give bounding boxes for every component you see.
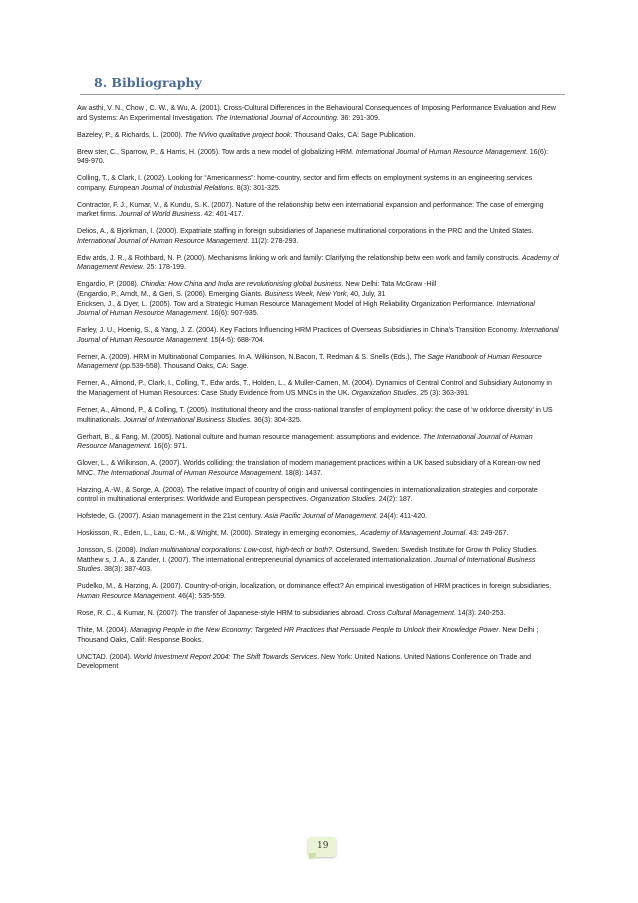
reference-source-title: The NVivo qualitative project book xyxy=(184,130,291,139)
reference-entry xyxy=(77,227,559,246)
reference-details: . 16(6): 907-935. xyxy=(206,309,259,318)
reference-entry xyxy=(77,290,559,300)
reference-details: . 36(3): 304-325. xyxy=(250,415,302,424)
reference-details: . New Delhi ; Thousand Oaks, Calif: Response Books. xyxy=(77,625,539,644)
reference-source-title: Business Week, New York xyxy=(264,290,347,299)
reference-text: Contractor, F. J., Kumar, V., & Kundu, S. K. (2007). Nature of the relationship betw een international expansion and performance: The case of emerging market firms. xyxy=(77,200,544,219)
reference-entry xyxy=(77,254,559,273)
reference-source-title: Journal of International Business Studies xyxy=(77,555,536,574)
reference-details: . 38(3): 387-403. xyxy=(100,565,152,574)
reference-source-title: Organization Studies xyxy=(310,495,375,504)
reference-source-title: Journal of World Business xyxy=(119,210,201,219)
reference-details: . 24(2): 187. xyxy=(374,495,413,504)
reference-details: , 40, July, 31 xyxy=(346,290,386,299)
reference-entry xyxy=(77,459,559,478)
reference-text: UNCTAD. (2004). xyxy=(77,652,134,661)
reference-text: Brew ster, C., Sparrow, P., & Harris, H. (2005). Tow ards a new model of globalizing HRM. xyxy=(77,147,356,156)
reference-source-title: Asia Pacific Journal of Management xyxy=(264,512,376,521)
reference-text: Jonsson, S. (2008). xyxy=(77,546,140,555)
reference-text: Ericksen, J., & Dyer, L. (2005). Tow ard a Strategic Human Resource Management Model of High Reliability Organization Performance. xyxy=(77,299,497,308)
reference-source-title: Human Resource Management xyxy=(77,592,175,600)
reference-entry xyxy=(77,433,559,452)
reference-entry xyxy=(77,201,559,220)
reference-entry xyxy=(77,653,559,672)
reference-text: Gerhart, B., & Fang, M. (2005). National culture and human resource management: assumptions and evidence. xyxy=(77,432,424,441)
reference-text: Pudelko, M., & Harzing, A. (2007). Country-of-origin, localization, or dominance effect? An empirical investigation of HRM practices in foreign subsidiaries. xyxy=(77,582,552,591)
reference-details: . 42: 401-417. xyxy=(200,210,244,219)
reference-entry xyxy=(77,379,559,398)
page-number-badge xyxy=(308,837,336,857)
reference-details: . 24(4): 411-420. xyxy=(375,512,427,521)
reference-details: . 43: 249-267. xyxy=(465,529,509,538)
reference-entry xyxy=(77,131,559,141)
reference-source-title: The International Journal of Human Resource Management xyxy=(77,432,533,451)
reference-text: Colling, T., & Clark, I. (2002). Looking for “Americanness”: home-country, sector and firm effects on employment systems in an engineering services company. xyxy=(77,174,533,192)
reference-details: . 16(6): 971. xyxy=(149,442,188,451)
reference-entry xyxy=(77,512,559,522)
reference-source-title: The International Journal of Accounting xyxy=(215,113,337,122)
reference-source-title: World Investment Report 2004: The Shift Towards Services xyxy=(133,652,318,661)
reference-source-title: Chindia: How China and India are revolutionising global business xyxy=(140,280,342,289)
reference-text: Aw asthi, V. N., Chow , C. W., & Wu, A. (2001). Cross-Cultural Differences in the Behavioural Consequences of Imposing Performance Evaluation and Rew ard Systems: An Experimental Investigation. xyxy=(77,104,556,122)
reference-details: . 36: 291-309. xyxy=(336,113,380,122)
reference-details: . New Delhi: Tata McGraw -Hill xyxy=(341,280,437,289)
reference-details: (pp.539-558). Thousand Oaks, CA: Sage. xyxy=(117,362,249,371)
reference-source-title: Journal of International Business Studies xyxy=(123,415,251,424)
reference-text: Glover, L., & Wilkinson, A. (2007). Worlds colliding: the translation of modern management practices within a UK based subsidiary of a Korean-ow ned MNC. xyxy=(77,459,541,477)
reference-source-title: Academy of Management Review xyxy=(77,253,559,272)
reference-text: Matthew s, J. A., & Zander, I. (2007). The international entrepreneurial dynamics of accelerated internationalization. xyxy=(77,555,435,564)
reference-source-title: Indian multinational corporations: Low-cost, high-tech or both? xyxy=(139,546,332,555)
reference-details: . 16(6): 949-970. xyxy=(77,147,549,166)
reference-entry xyxy=(77,546,559,556)
reference-entry xyxy=(77,486,559,505)
reference-entry xyxy=(77,174,559,193)
reference-entry xyxy=(77,529,559,539)
reference-text: Edw ards, J. R., & Rothbard, N. P. (2000). Mechanisms linking w ork and family: Clarifying the relationship betw een work and family constructs. xyxy=(77,253,522,262)
reference-entry xyxy=(77,582,559,601)
reference-text: Ferner, A. (2009). HRM in Multinational Companies. In A. Wilkinson, N.Bacon, T. Redman & S. Snells (Eds.), xyxy=(77,352,414,361)
reference-text: Engardio, P. (2008). xyxy=(77,280,141,289)
reference-text: (Engardio, P., Arndt, M., & Geri, S. (2006). Emerging Giants. xyxy=(77,290,265,299)
reference-details: . 8(3): 301-325. xyxy=(232,183,281,192)
reference-entry xyxy=(77,148,559,167)
reference-text: Hoskisson, R., Eden, L., Lau, C.-M., & Wright, M. (2000). Strategy in emerging economies,. xyxy=(77,529,361,538)
reference-text: Harzing, A.-W., & Sorge, A. (2003). The relative impact of country of origin and universal contingencies in internationalization strategies and corporate control in multinational enterprises: Worldwide and European perspectives. xyxy=(77,485,538,504)
reference-text: Thite, M. (2004). xyxy=(77,625,131,634)
reference-details: . Ostersund, Sweden: Swedish Institute for Grow th Policy Studies. xyxy=(331,546,538,555)
reference-entry xyxy=(77,353,559,372)
reference-entry xyxy=(77,300,559,319)
reference-details: . 18(8): 1437. xyxy=(281,468,323,477)
reference-source-title: International Journal of Human Resource Management xyxy=(77,326,559,344)
reference-text: Ferner, A., Almond, P., & Colling, T. (2005). Institutional theory and the cross-national transfer of employment policy: the case of ‘w orkforce diversity’ in US multinationals. xyxy=(77,405,553,424)
reference-details: . 11(2): 278-293. xyxy=(247,236,299,245)
reference-details: . 25 (3): 363-391. xyxy=(416,388,470,397)
reference-text: Ferner, A., Almond, P., Clark, I., Colling, T., Edw ards, T., Holden, L., & Muller-Camen, M. (2004). Dynamics of Central Control and Subsidiary Autonomy in the Management of Human Resources: Case Study Evidence from US MNCs in the UK. xyxy=(77,379,552,397)
reference-details: . Thousand Oaks, CA: Sage Publication. xyxy=(290,130,416,139)
reference-text: Hofstede, G. (2007). Asian management in the 21st century. xyxy=(77,512,265,521)
reference-text: Bazeley, P., & Richards, L. (2000). xyxy=(77,130,185,139)
reference-details: . New York: United Nations. United Nations Conference on Trade and Development xyxy=(77,652,532,671)
reference-entry xyxy=(77,104,559,123)
reference-details: . 15(4-5): 688-704. xyxy=(206,335,265,344)
reference-text: Delios, A., & Bjorkman, I. (2000). Expatriate staffing in foreign subsidiaries of Japanese multinational corporations in the PRC and the United States. xyxy=(77,227,534,236)
reference-details: . 14(3): 240-253. xyxy=(453,608,506,617)
reference-entry xyxy=(77,280,559,290)
reference-source-title: Cross Cultural Management xyxy=(366,608,454,617)
reference-source-title: International Journal of Human Resource Management xyxy=(77,236,248,245)
reference-entry xyxy=(77,406,559,425)
reference-source-title: Managing People in the New Economy: Targeted HR Practices that Persuade People to Unlock their Knowledge Power xyxy=(130,625,499,634)
reference-details: . 25: 178-199. xyxy=(142,263,186,272)
reference-source-title: International Journal of Human Resource Management xyxy=(77,299,535,318)
reference-source-title: International Journal of Human Resource Management xyxy=(355,147,526,156)
reference-list xyxy=(77,104,559,679)
reference-source-title: The Sage Handbook of Human Resource Management xyxy=(77,352,542,371)
reference-entry xyxy=(77,556,559,575)
reference-source-title: Academy of Management Journal xyxy=(360,529,466,538)
reference-source-title: Organization Studies xyxy=(351,388,417,397)
reference-source-title: European Journal of Industrial Relations xyxy=(108,183,233,192)
reference-text: Rose, R. C., & Kumar, N. (2007). The transfer of Japanese-style HRM to subsidiaries abroad. xyxy=(77,608,367,617)
heading-underline xyxy=(80,94,565,95)
page-number: 19 xyxy=(317,841,329,851)
reference-entry xyxy=(77,609,559,619)
reference-entry xyxy=(77,326,559,345)
reference-text: Farley, J. U., Hoenig, S., & Yang, J. Z. (2004). Key Factors Influencing HRM Practices of Overseas Subsidiaries in China's Transition Economy. xyxy=(77,326,521,335)
reference-entry xyxy=(77,626,559,645)
section-heading: 8. Bibliography xyxy=(94,75,202,90)
reference-source-title: The International Journal of Human Resource Management xyxy=(96,468,282,477)
reference-details: . 46(4): 535-559. xyxy=(174,592,226,600)
